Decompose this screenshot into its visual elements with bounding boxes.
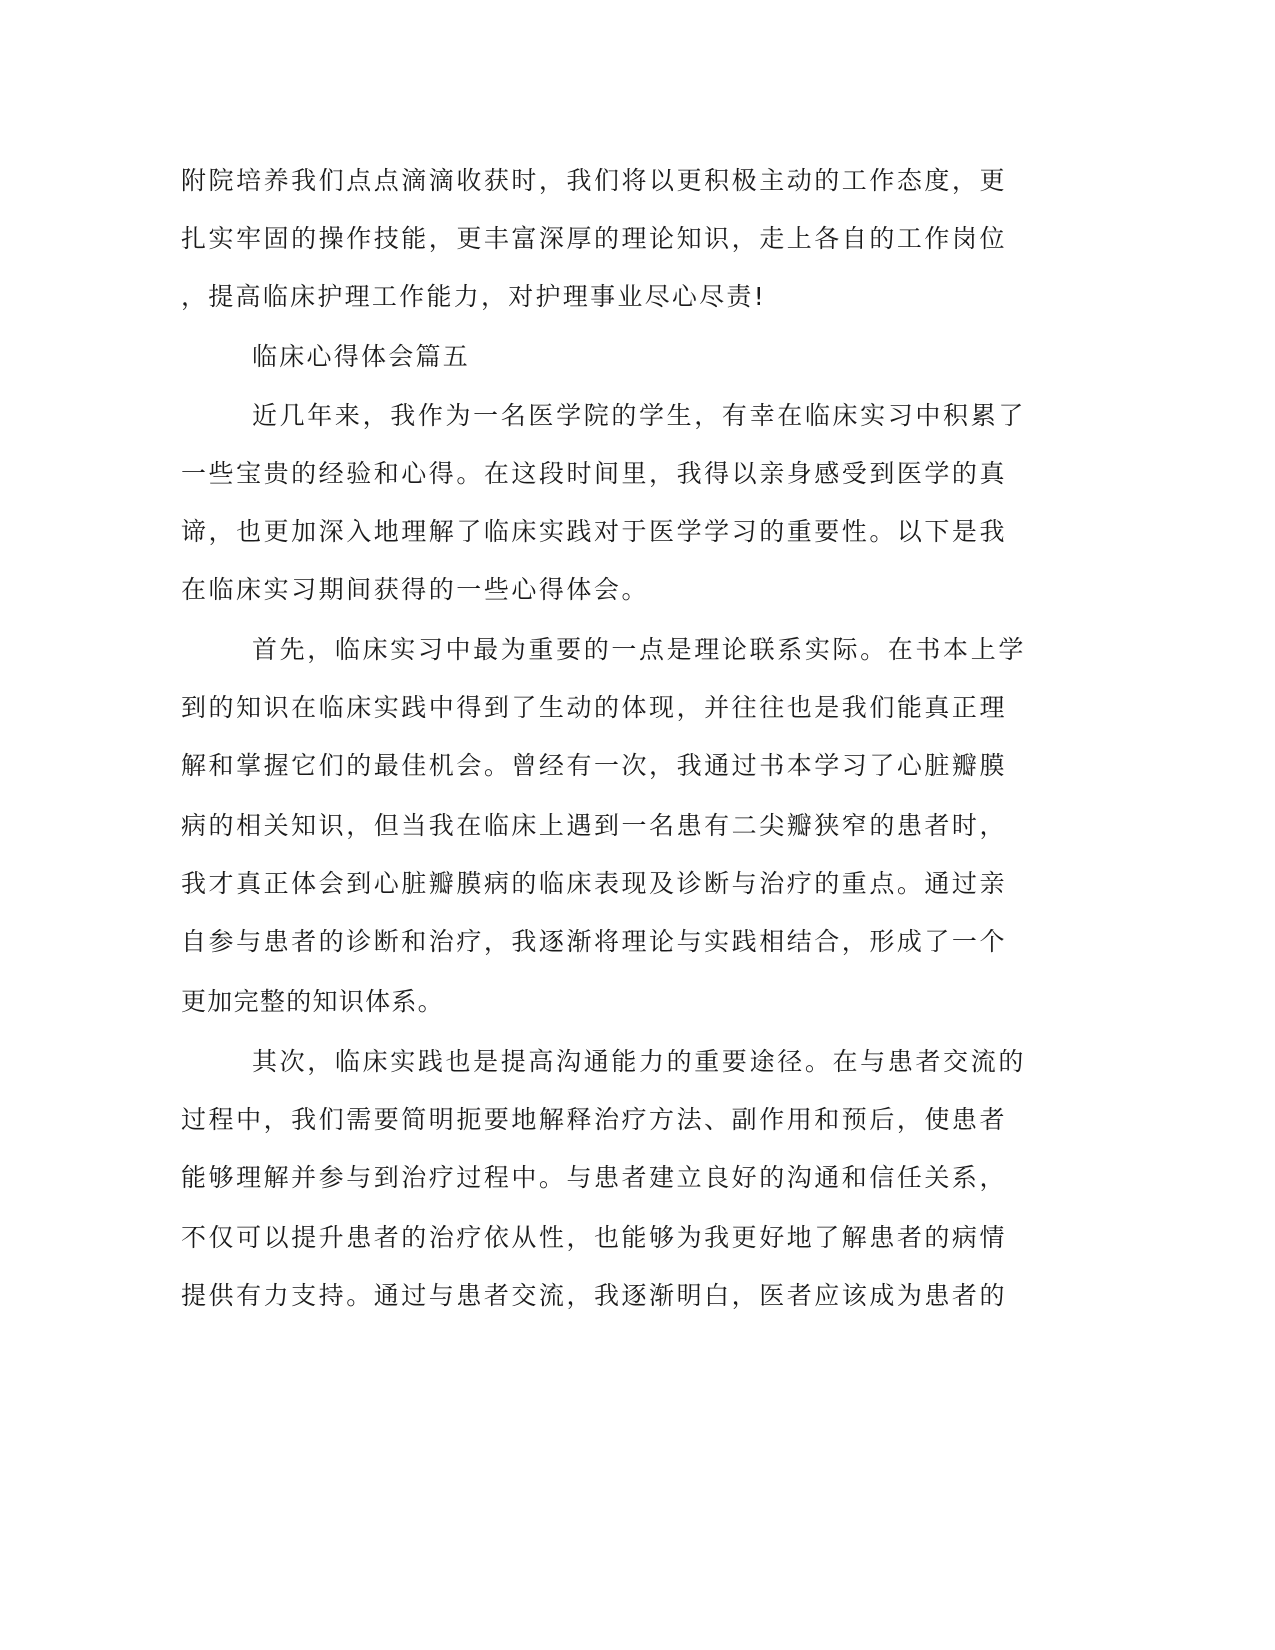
line-text: 病的相关知识，但当我在临床上遇到一名患有二尖瓣狭窄的患者时， (181, 811, 1007, 840)
line-text: 在临床实习期间获得的一些心得体会。 (181, 575, 649, 604)
line-text: 不仅可以提升患者的治疗依从性，也能够为我更好地了解患者的病情 (181, 1223, 1007, 1252)
line-text: 附院培养我们点点滴滴收获时，我们将以更积极主动的工作态度，更 (181, 166, 1007, 195)
line-text: 更加完整的知识体系。 (181, 987, 444, 1016)
text-line (0, 864, 1275, 904)
line-text: 自参与患者的诊断和治疗，我逐渐将理论与实践相结合，形成了一个 (181, 927, 1007, 956)
line-text: 我才真正体会到心脏瓣膜病的临床表现及诊断与治疗的重点。通过亲 (181, 869, 1007, 898)
line-text: 一些宝贵的经验和心得。在这段时间里，我得以亲身感受到医学的真 (181, 459, 1007, 488)
text-line (0, 806, 1275, 846)
text-line (0, 1158, 1275, 1198)
text-line (0, 1042, 1275, 1082)
text-line (0, 1276, 1275, 1316)
line-text: 首先，临床实习中最为重要的一点是理论联系实际。在书本上学 (252, 635, 1026, 664)
text-line (0, 219, 1275, 259)
heading-text: 临床心得体会篇五 (252, 342, 470, 371)
line-text: 提供有力支持。通过与患者交流，我逐渐明白，医者应该成为患者的 (181, 1281, 1007, 1310)
text-line (0, 746, 1275, 786)
text-line (0, 688, 1275, 728)
text-line (0, 1218, 1275, 1258)
text-line (0, 922, 1275, 962)
text-line (0, 630, 1275, 670)
line-text: 到的知识在临床实践中得到了生动的体现，并往往也是我们能真正理 (181, 693, 1007, 722)
line-text: 扎实牢固的操作技能，更丰富深厚的理论知识，走上各自的工作岗位 (181, 224, 1007, 253)
line-text: 能够理解并参与到治疗过程中。与患者建立良好的沟通和信任关系， (181, 1163, 1007, 1192)
line-text: 近几年来，我作为一名医学院的学生，有幸在临床实习中积累了 (252, 401, 1026, 430)
text-line (0, 161, 1275, 201)
line-text: 其次，临床实践也是提高沟通能力的重要途径。在与患者交流的 (252, 1047, 1026, 1076)
line-text: 谛，也更加深入地理解了临床实践对于医学学习的重要性。以下是我 (181, 517, 1007, 546)
text-line (0, 396, 1275, 436)
section-heading (0, 337, 1275, 377)
text-line (0, 570, 1275, 610)
text-line (0, 512, 1275, 552)
line-text: 过程中，我们需要简明扼要地解释治疗方法、副作用和预后，使患者 (181, 1105, 1007, 1134)
line-text: ，提高临床护理工作能力，对护理事业尽心尽责! (181, 282, 766, 311)
text-line (0, 454, 1275, 494)
line-text: 解和掌握它们的最佳机会。曾经有一次，我通过书本学习了心脏瓣膜 (181, 751, 1007, 780)
text-line (0, 1100, 1275, 1140)
text-line (0, 277, 1275, 317)
text-line (0, 982, 1275, 1022)
